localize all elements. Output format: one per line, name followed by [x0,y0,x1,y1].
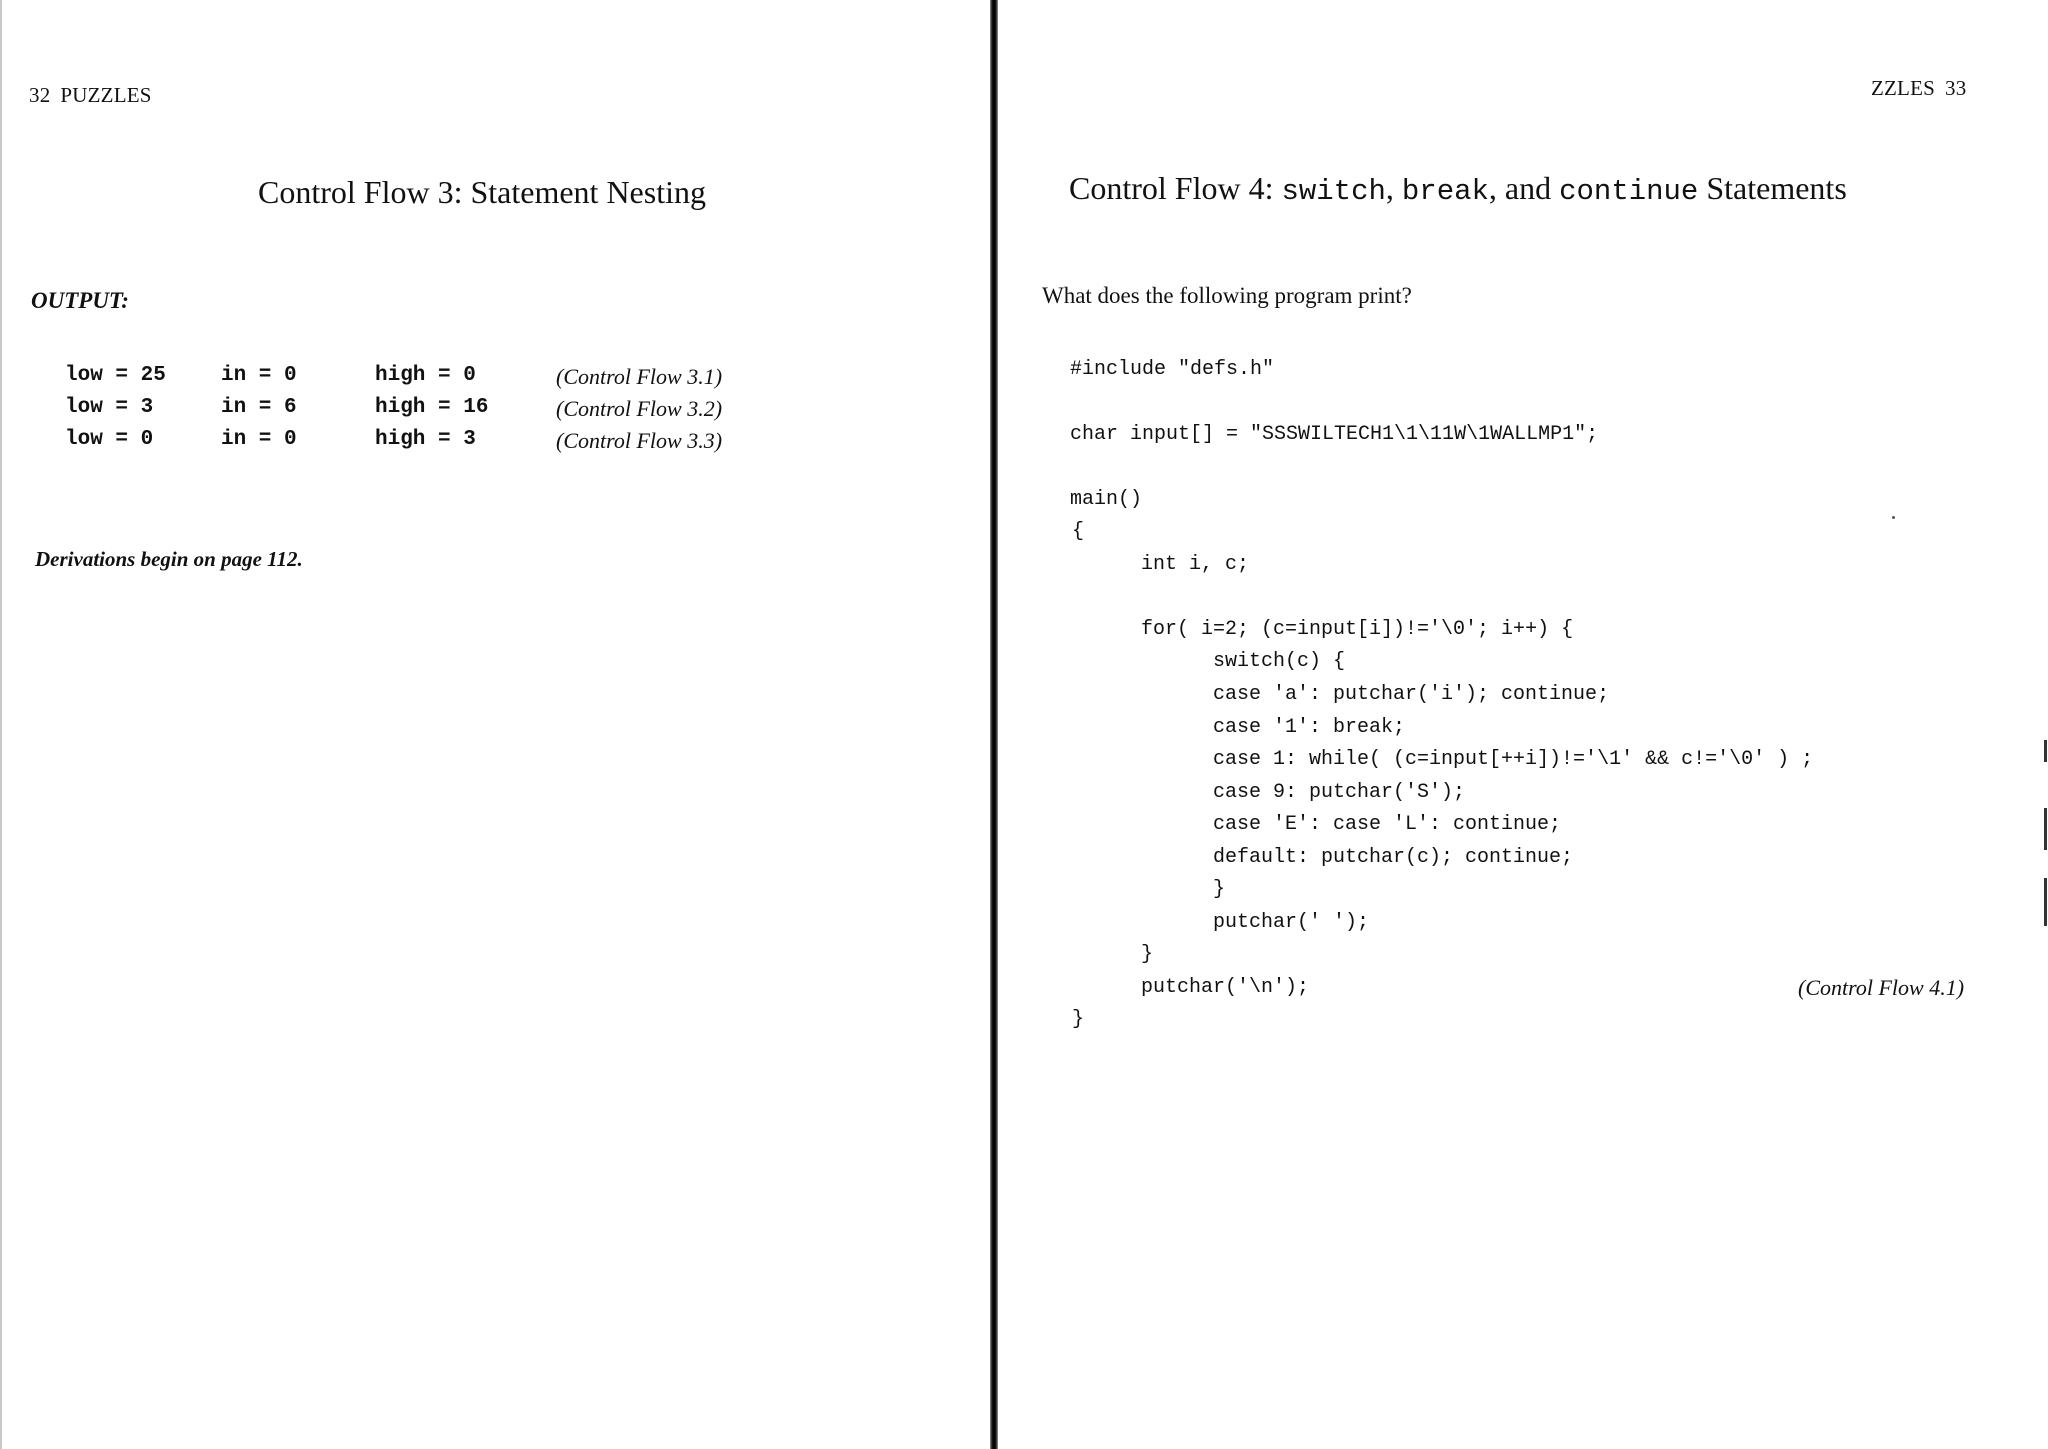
output-row [0,364,760,396]
code-line: int i, c; [1141,553,1250,576]
output-high: high = 16 [375,396,489,419]
code-line: #include "defs.h" [1070,358,1275,381]
output-low: low = 0 [65,428,154,451]
left-page-number: 32 [29,83,51,107]
output-in: in = 0 [221,428,297,451]
title-keyword-continue: continue [1559,175,1699,208]
output-low: low = 3 [65,396,154,419]
code-line: case 'a': putchar('i'); continue; [1213,683,1610,706]
title-separator: , and [1488,170,1560,206]
right-running-head [1871,76,1966,101]
page-speck [1892,516,1895,519]
output-row [0,428,760,460]
code-line: case '1': break; [1213,716,1406,739]
right-page-title [1069,170,1847,208]
output-label: OUTPUT: [31,288,129,313]
code-line: for( i=2; (c=input[i])!='\0'; i++) { [1141,618,1574,641]
code-line: case 1: while( (c=input[++i])!='\1' && c!='\0' ) ; [1213,748,1814,771]
title-keyword-break: break [1401,175,1489,208]
output-low: low = 25 [65,364,166,387]
code-reference: (Control Flow 4.1) [1798,975,1965,1000]
output-in: in = 0 [221,364,297,387]
title-separator: , [1385,170,1402,206]
right-page [1000,0,2048,1449]
output-high: high = 0 [375,364,476,387]
page-edge-mark [2044,740,2047,762]
code-line: putchar('\n'); [1141,976,1310,999]
code-line: { [1072,520,1085,543]
question-text: What does the following program print? [1042,283,1412,308]
code-line: case 9: putchar('S'); [1213,781,1466,804]
output-high: high = 3 [375,428,476,451]
code-line: } [1141,943,1154,966]
output-row [0,396,760,428]
code-line: } [1072,1008,1085,1031]
code-line: } [1213,878,1226,901]
page-edge-mark [2044,878,2047,926]
right-page-number: 33 [1945,76,1967,100]
code-line: main() [1070,488,1143,511]
title-prefix: Control Flow 4: [1069,170,1282,206]
title-keyword-switch: switch [1281,175,1386,208]
code-line: case 'E': case 'L': continue; [1213,813,1562,836]
code-line: switch(c) { [1213,650,1346,673]
code-line: default: putchar(c); continue; [1213,846,1574,869]
output-in: in = 6 [221,396,297,419]
derivations-note: Derivations begin on page 112. [35,547,303,571]
left-running-head-text: PUZZLES [60,83,152,107]
title-suffix: Statements [1698,170,1847,206]
code-line: putchar(' '); [1213,911,1370,934]
output-ref: (Control Flow 3.2) [556,396,723,421]
output-ref: (Control Flow 3.1) [556,364,723,389]
left-page-title: Control Flow 3: Statement Nesting [258,174,706,210]
left-page [0,0,986,1449]
code-line: char input[] = "SSSWILTECH1\1\11W\1WALLMP1"; [1070,423,1599,446]
left-running-head [29,83,152,108]
page-edge-mark [2044,808,2047,850]
right-running-head-text: ZZLES [1871,76,1935,100]
output-ref: (Control Flow 3.3) [556,428,723,453]
book-spine [990,0,998,1449]
